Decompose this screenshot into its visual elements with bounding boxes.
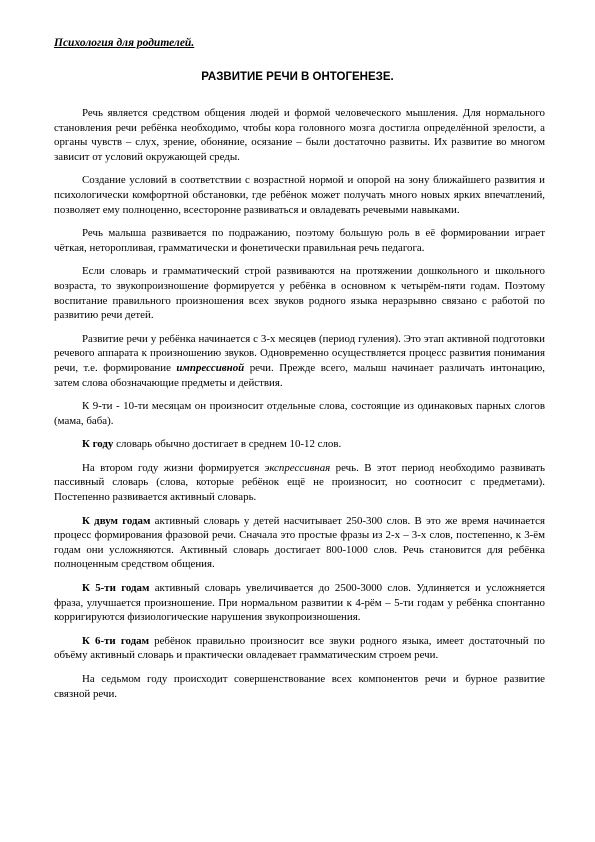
age-label: К году: [82, 438, 114, 451]
paragraph: Речь малыша развивается по подражанию, поэтому большую роль в её формировании играет чёткая, неторопливая, грамматически и фонетически правильная речь педагога.: [54, 227, 545, 254]
section-heading: Психология для родителей.: [54, 37, 195, 49]
text-run: словарь обычно достигает в среднем 10-12 слов.: [113, 438, 342, 451]
paragraph-six-years: [54, 634, 545, 663]
age-label: К двум годам: [82, 514, 151, 527]
paragraph: Если словарь и грамматический строй развиваются на протяжении дошкольного и школьного возраста, то звукопроизношение формируется у ребёнка в основном к четырём-пяти годам. Поэтому воспитание правильного произношения всех звуков родного языка неразрывно связано с работой по развитию речи детей.: [54, 265, 545, 322]
paragraph: К 9-ти - 10-ти месяцам он произносит отдельные слова, состоящие из одинаковых парных слогов (мама, баба).: [54, 400, 545, 427]
text-run: Развитие речи у ребёнка начинается с 3-х месяцев (период гуления). Это этап активной подготовки речевого аппарата к произношению звуков. Одновременно осуществляется процесс развития понимания речи, т.е. формирование: [54, 332, 545, 374]
paragraph-one-year: [54, 437, 545, 452]
text-run: На втором году жизни формируется: [82, 461, 265, 474]
page-title: РАЗВИТИЕ РЕЧИ В ОНТОГЕНЕЗЕ.: [201, 71, 394, 83]
document-body: [54, 106, 545, 710]
paragraph: На седьмом году происходит совершенствование всех компонентов речи и бурное развитие связной речи.: [54, 673, 545, 700]
paragraph-impressive-speech: [54, 332, 545, 390]
emphasis-term: импрессивной: [176, 361, 245, 374]
text-run: активный словарь увеличивается до 2500-3000 слов. Удлиняется и усложняется фраза, улучшается произношение. При нормальном развитии к 4-рём – 5-ти годам у ребёнка спонтанно корригируются физиологические нарушения звукопроизношения.: [54, 582, 545, 624]
age-label: К 5-ти годам: [82, 582, 150, 595]
text-run: речь. В этот период необходимо развивать пассивный словарь (слова, которые ребёнок ещё не произносит, но соотносит с предметами). Постепенно развивается активный словарь.: [54, 461, 545, 504]
emphasis-term: экспрессивная: [264, 461, 331, 474]
paragraph-expressive-speech: [54, 461, 545, 505]
age-label: К 6-ти годам: [82, 634, 150, 647]
paragraph: Создание условий в соответствии с возрастной нормой и опорой на зону ближайшего развития и психологически комфортной обстановки, где ребёнок может получать много новых ярких впечатлений, позволяет ему полноценно, всесторонне развиваться и овладевать речевыми навыками.: [54, 174, 545, 216]
paragraph-two-years: [54, 514, 545, 572]
text-run: речи. Прежде всего, малыш начинает различать интонацию, затем слова обозначающие предметы и действия.: [54, 361, 545, 389]
paragraph: Речь является средством общения людей и формой человеческого мышления. Для нормального становления речи ребёнка необходимо, чтобы кора головного мозга достигла определённой зрелости, а органы чувств – слух, зрение, обоняние, осязание – были достаточно развиты. Их развитие во многом зависит от условий окружающей среды.: [54, 107, 545, 163]
paragraph-five-years: [54, 581, 545, 625]
text-run: ребёнок правильно произносит все звуки родного языка, имеет достаточный по объёму активный словарь и практически овладевает грамматическим строем речи.: [54, 634, 546, 662]
text-run: активный словарь у детей насчитывает 250-300 слов. В это же время начинается процесс формирования фразовой речи. Сначала это простые фразы из 2-х – 3-х слов, постепенно, к 3-ём годам они усложняются. Активный словарь достигает 800-1000 слов. Речь становится для ребёнка полноценным средством общения.: [54, 514, 545, 571]
